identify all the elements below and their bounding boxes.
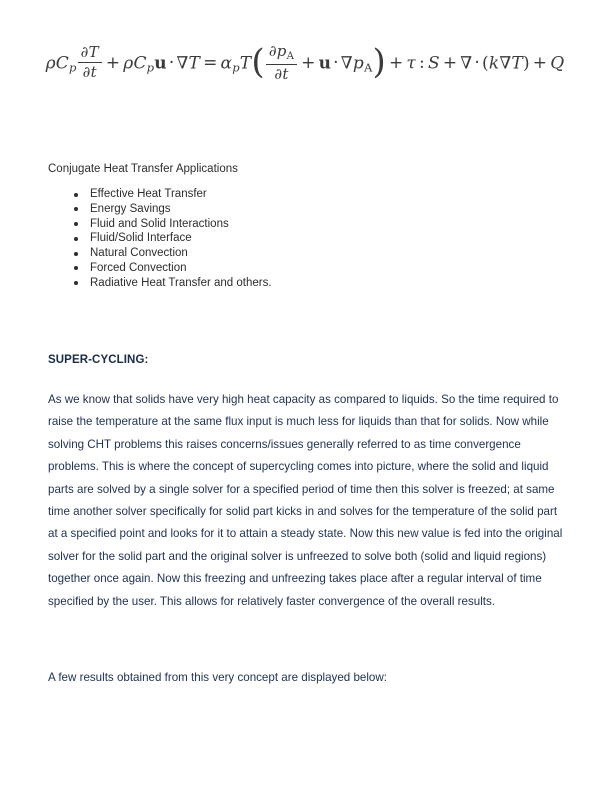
paren-close: ) [372,41,386,82]
bullet-icon [74,252,78,256]
list-item-label: Effective Heat Transfer [90,188,207,200]
list-item-label: Energy Savings [90,202,171,215]
bullet-icon [74,237,78,241]
paren-open: ( [251,41,265,82]
list-item-label: Forced Convection [90,261,187,274]
list-item-label: Fluid/Solid Interface [90,232,192,245]
bullet-icon [74,266,78,270]
list-item [48,276,272,291]
list-item [48,187,272,202]
equation-block [0,41,610,84]
bullet-icon [74,193,78,197]
applications-caption: Conjugate Heat Transfer Applications [48,163,238,175]
bullet-icon [74,222,78,226]
list-item [48,261,272,276]
list-item [48,217,272,232]
list-item-label: Fluid and Solid Interactions [90,217,229,230]
section-heading-super-cycling: SUPER-CYCLING: [48,354,149,366]
body-paragraph: As we know that solids have very high heat capacity as compared to liquids. So the time required to raise the temperature at the same flux input is much less for liquids than that for solids. Now while solving CHT problems this raises concerns/issues generally referred to as time convergence problems. This is where the concept of supercycling comes into picture, where the solid and liquid parts are solved by a single solver for a specified period of time then this solver is freezed; at same time another solver specifically for solid part kicks in and solves for the temperature of the solid part at a specified point and looks for it to attain a steady state. Now this new value is fed into the original solver for the solid part and the original solver is unfreezed to solve both (solid and liquid regions) together once again. Now this freezing and unfreezing takes place after a regular interval of time specified by the user. This allows for relatively faster convergence of the overall results. [48,393,563,608]
fraction-dpA-dt: $\frac{\partial pA}{\partial t}$ [266,43,297,83]
list-item [48,231,272,246]
energy-equation: $\rho C_p$ $\frac{\partial T}{\partial t}$ + $\rho C_pu \cdot \nabla T = \alpha_pT$( $\frac{\partial pA}{\partial t}$ + u · ∇pA) + τ : S + ∇ · (k∇T) + Q [45,41,565,83]
applications-list [48,187,272,291]
list-item-label: Radiative Heat Transfer and others. [90,276,272,289]
bullet-icon [74,281,78,285]
closing-line: A few results obtained from this very concept are displayed below: [48,671,387,684]
fraction-dT-dt: $\frac{\partial T}{\partial t}$ [78,44,102,82]
list-item [48,246,272,261]
list-item [48,202,272,217]
bullet-icon [74,207,78,211]
list-item-label: Natural Convection [90,247,188,260]
